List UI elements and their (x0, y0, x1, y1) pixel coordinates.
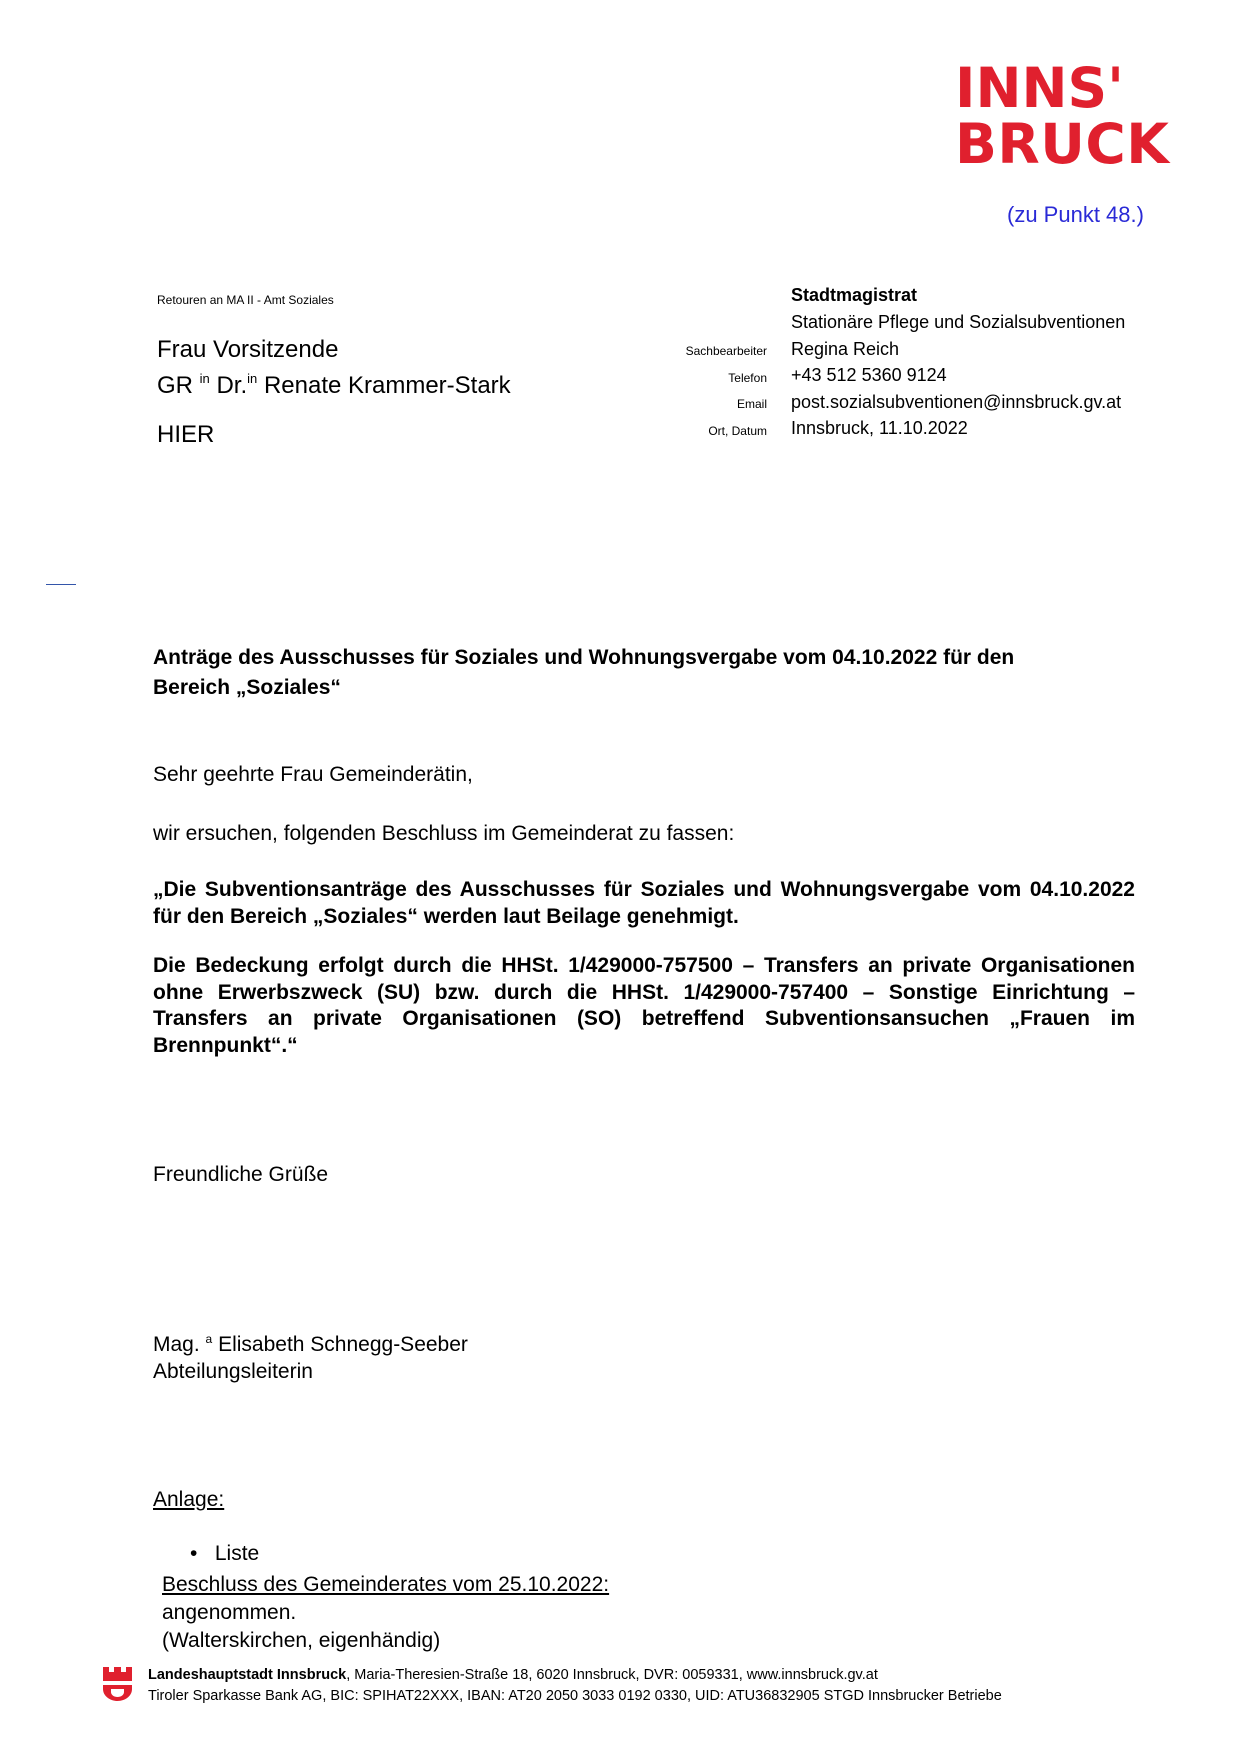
field-value-date: Innsbruck, 11.10.2022 (791, 418, 968, 438)
signature-title: Mag. (153, 1333, 200, 1356)
city-emblem-icon (103, 1665, 132, 1701)
recipient-location: HIER (157, 421, 215, 448)
recipient-sup-2: in (247, 371, 258, 386)
council-decision-note: (Walterskirchen, eigenhändig) (162, 1629, 441, 1652)
logo-line-1: INNS' (955, 56, 1124, 120)
footer (148, 1665, 1002, 1707)
footer-line-2: Tiroler Sparkasse Bank AG, BIC: SPIHAT22XXX, IBAN: AT20 2050 3033 0192 0330, UID: ATU36832905 STGD Innsbrucker Betriebe (148, 1688, 1002, 1704)
request-text: wir ersuchen, folgenden Beschluss im Gemeinderat zu fassen: (153, 822, 735, 845)
recipient-block (157, 335, 511, 400)
signature-sup: a (205, 1332, 213, 1346)
resolution-paragraph-2: Die Bedeckung erfolgt durch die HHSt. 1/429000-757500 – Transfers an private Organisationen ohne Erwerbszweck (SU) bzw. durch die HHSt. 1/429000-757400 – Sonstige Einrichtung – Transfers an private Organisationen (SO) betreffend Subventionsansuchen „Frauen im Brennpunkt“.“ (153, 954, 1135, 1057)
signature-name: Elisabeth Schnegg-Seeber (218, 1333, 468, 1356)
innsbruck-logo (955, 56, 1190, 176)
field-value-clerk: Regina Reich (791, 339, 900, 359)
subject-line-1: Anträge des Ausschusses für Soziales und Wohnungsvergabe vom 04.10.2022 für den (153, 646, 1015, 669)
attachment-heading: Anlage: (153, 1488, 225, 1511)
recipient-name: Renate Krammer-Stark (263, 372, 511, 399)
field-value-email: post.sozialsubventionen@innsbruck.gv.at (791, 392, 1122, 412)
field-label-date: Ort, Datum (708, 424, 767, 438)
sender-department: Stationäre Pflege und Sozialsubventionen (791, 312, 1126, 332)
field-value-phone: +43 512 5360 9124 (791, 365, 947, 385)
council-decision-heading: Beschluss des Gemeinderates vom 25.10.2022: (162, 1573, 610, 1596)
subject-line-2: Bereich „Soziales“ (153, 676, 341, 699)
subject-line (153, 643, 1153, 703)
resolution-paragraph-1: „Die Subventionsanträge des Ausschusses für Soziales und Wohnungsvergabe vom 04.10.2022 für den Bereich „Soziales“ werden laut Beilage genehmigt. (153, 878, 1135, 928)
signature-name-line (153, 1326, 468, 1358)
recipient-sup-1: in (199, 371, 210, 386)
logo-line-2: BRUCK (955, 112, 1170, 176)
attachment-item-label: Liste (214, 1542, 260, 1565)
sender-office: Stadtmagistrat (791, 285, 918, 305)
footer-line-1 (148, 1665, 1002, 1686)
recipient-title-dr: Dr. (216, 372, 248, 399)
bullet-icon: • (190, 1542, 198, 1565)
closing: Freundliche Grüße (153, 1163, 329, 1186)
signature-block (153, 1326, 468, 1385)
field-label-phone: Telefon (728, 371, 767, 385)
council-decision (162, 1571, 609, 1655)
field-label-email: Email (736, 397, 767, 411)
recipient-title-gr: GR (157, 372, 193, 399)
signature-role: Abteilungsleiterin (153, 1360, 313, 1383)
agenda-item-reference: (zu Punkt 48.) (1007, 202, 1144, 227)
return-address: Retouren an MA II - Amt Soziales (157, 293, 334, 307)
council-decision-result: angenommen. (162, 1601, 297, 1624)
attachment-item (190, 1542, 259, 1566)
field-label-clerk: Sachbearbeiter (685, 344, 767, 358)
recipient-line-2 (157, 364, 511, 400)
footer-org: Landeshauptstadt Innsbruck (148, 1667, 347, 1683)
salutation: Sehr geehrte Frau Gemeinderätin, (153, 763, 473, 786)
fold-mark (46, 584, 76, 585)
recipient-line-1: Frau Vorsitzende (157, 336, 339, 363)
footer-address: , Maria-Theresien-Straße 18, 6020 Innsbruck, DVR: 0059331, www.innsbruck.gv.at (346, 1667, 878, 1683)
